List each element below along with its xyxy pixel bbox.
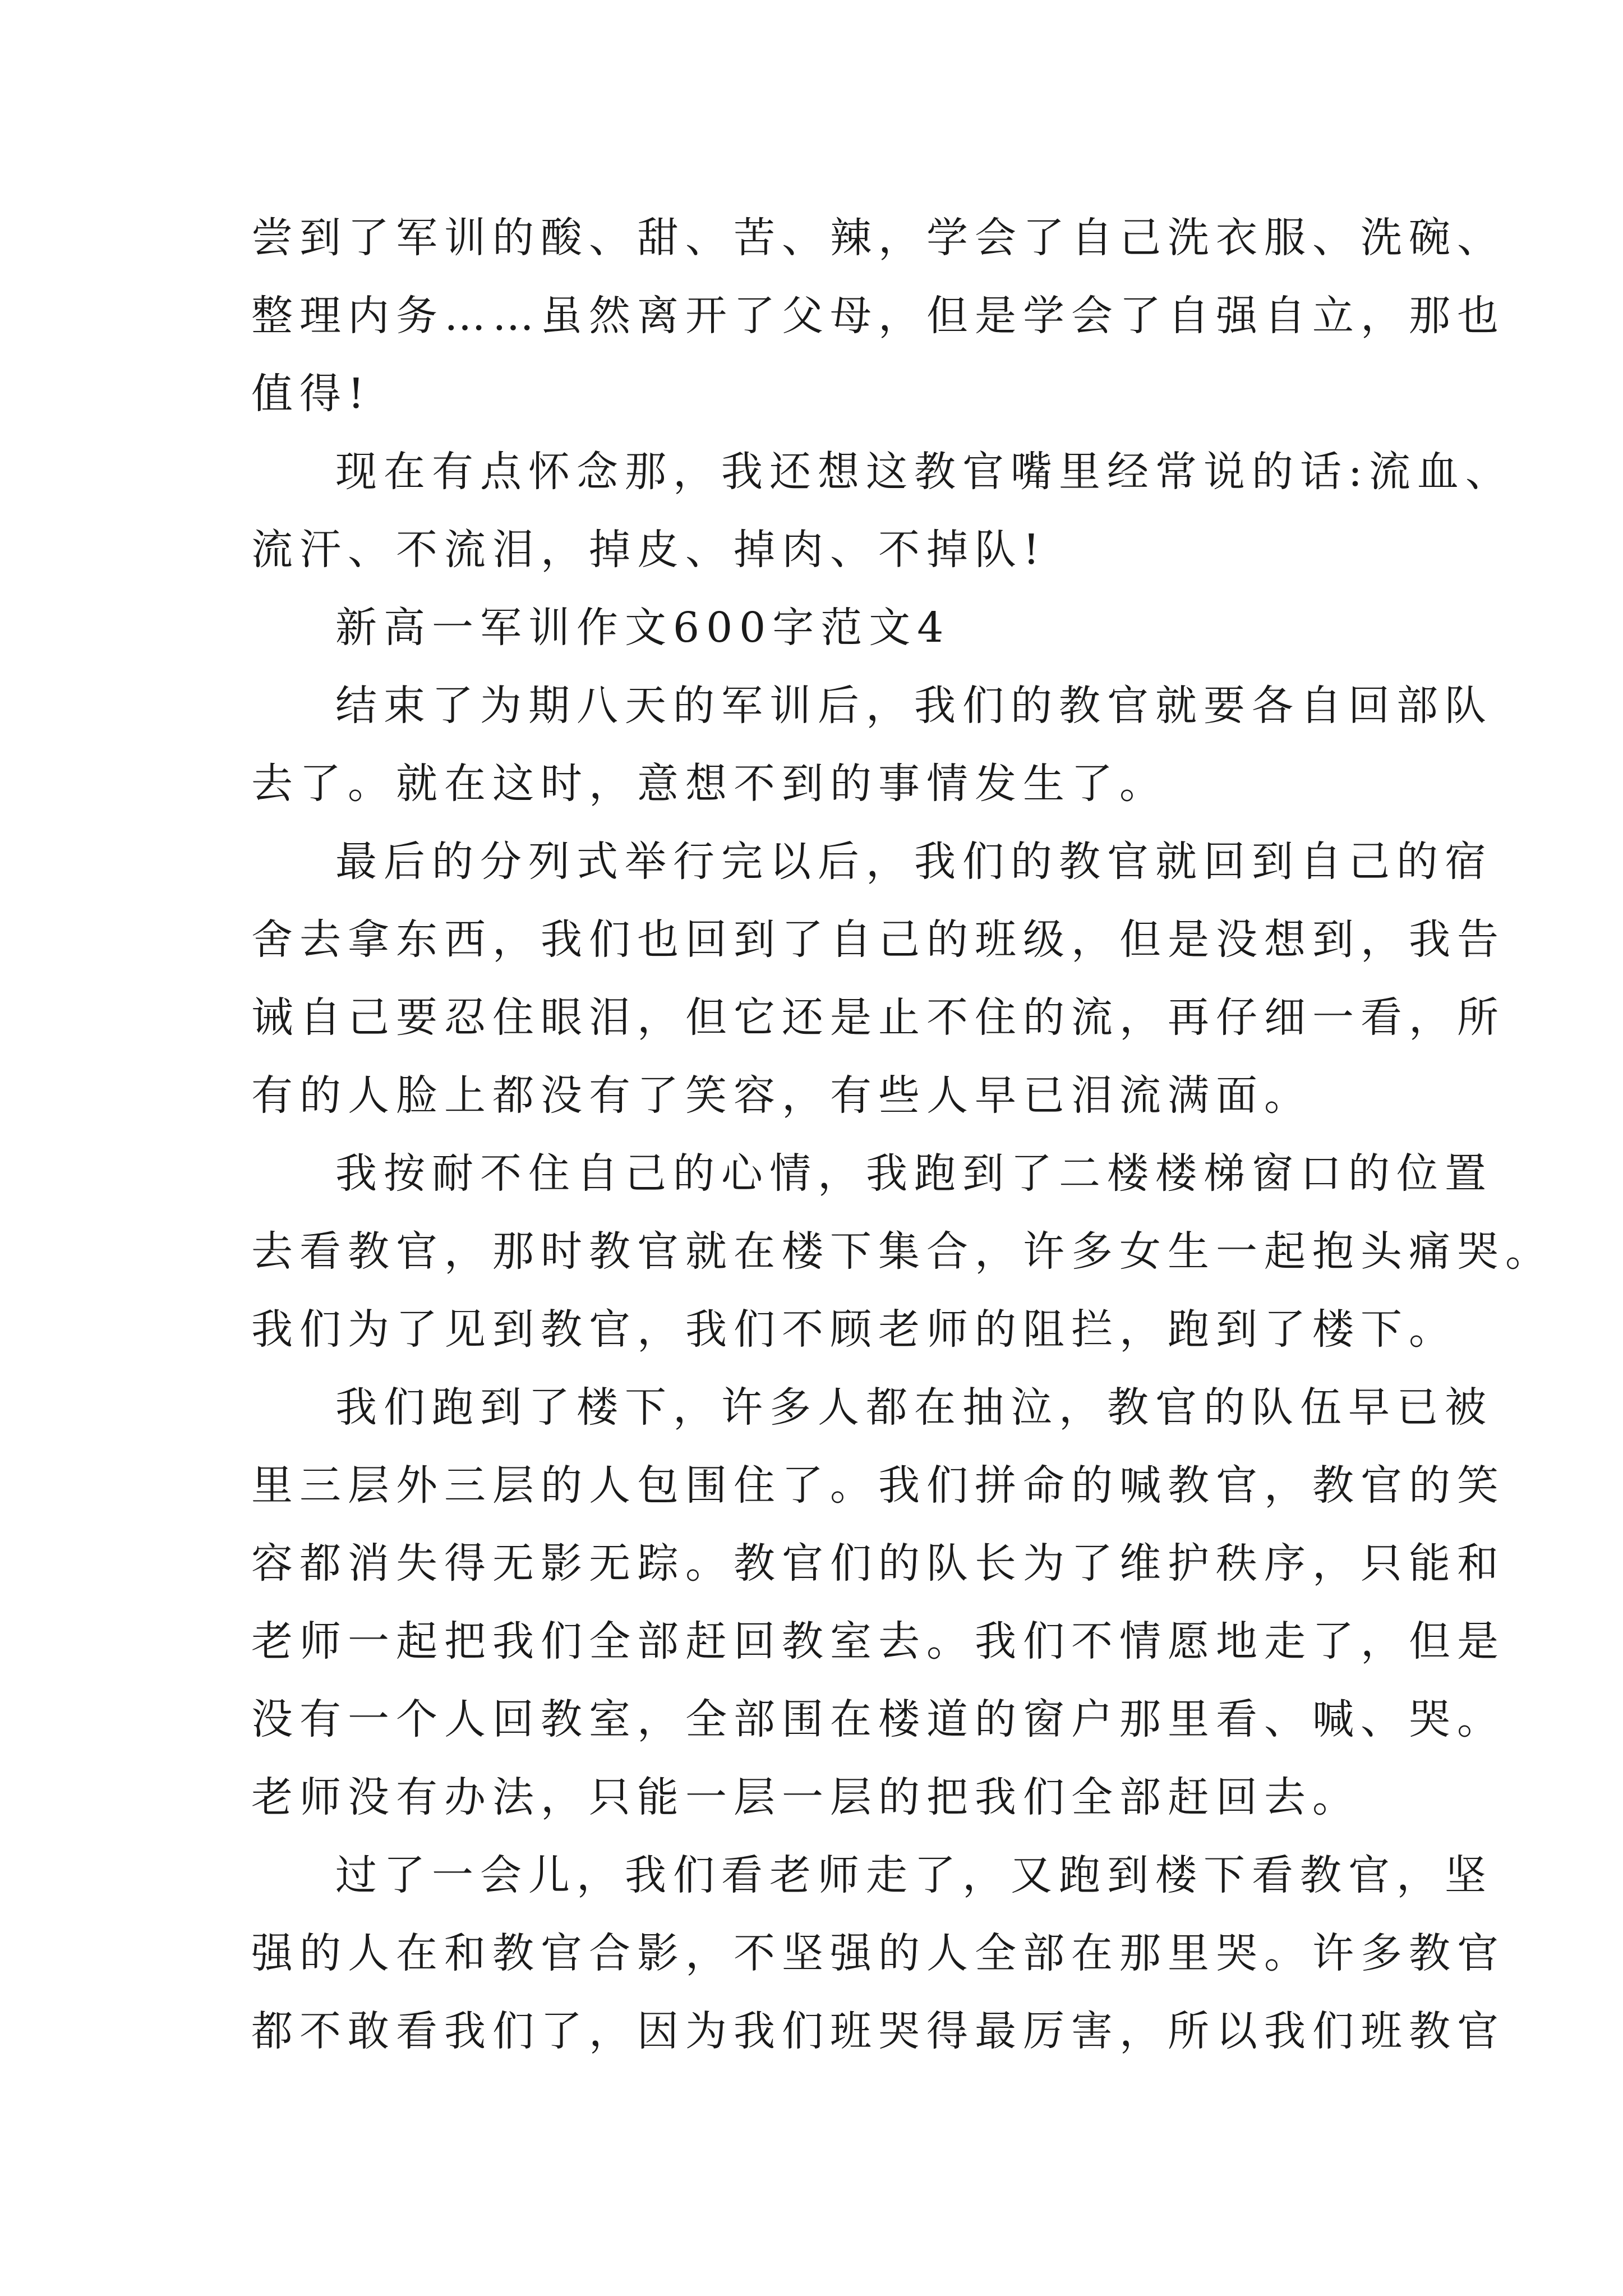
text-line: 有的人脸上都没有了笑容，有些人早已泪流满面。 bbox=[251, 1071, 1312, 1120]
text-line: 我们为了见到教官，我们不顾老师的阻拦，跑到了楼下。 bbox=[251, 1305, 1457, 1354]
text-line: 诫自己要忍住眼泪，但它还是止不住的流，再仔细一看，所 bbox=[251, 993, 1505, 1042]
text-line: 老师没有办法，只能一层一层的把我们全部赶回去。 bbox=[251, 1773, 1361, 1821]
text-line: 过了一会儿，我们看老师走了，又跑到楼下看教官，坚 bbox=[335, 1851, 1493, 1899]
text-line: 最后的分列式举行完以后，我们的教官就回到自己的宿 bbox=[335, 838, 1493, 886]
text-line: 流汗、不流泪，掉皮、掉肉、不掉队! bbox=[251, 526, 1046, 574]
text-line: 我按耐不住自己的心情，我跑到了二楼楼梯窗口的位置 bbox=[335, 1149, 1493, 1198]
text-line: 去了。就在这时，意想不到的事情发生了。 bbox=[251, 760, 1168, 808]
text-line: 都不敢看我们了，因为我们班哭得最厉害，所以我们班教官 bbox=[251, 2007, 1505, 2055]
text-line: 结束了为期八天的军训后，我们的教官就要各自回部队 bbox=[335, 682, 1493, 730]
text-line: 去看教官，那时教官就在楼下集合，许多女生一起抱头痛哭。 bbox=[251, 1227, 1553, 1276]
text-line: 强的人在和教官合影，不坚强的人全部在那里哭。许多教官 bbox=[251, 1929, 1505, 1977]
text-line: 新高一军训作文600字范文4 bbox=[335, 604, 951, 652]
text-line: 容都消失得无影无踪。教官们的队长为了维护秩序，只能和 bbox=[251, 1539, 1505, 1588]
text-line: 没有一个人回教室，全部围在楼道的窗户那里看、喊、哭。 bbox=[251, 1695, 1505, 1743]
text-line: 现在有点怀念那，我还想这教官嘴里经常说的话:流血、 bbox=[335, 448, 1514, 496]
text-line: 老师一起把我们全部赶回教室去。我们不情愿地走了，但是 bbox=[251, 1617, 1505, 1665]
document-body bbox=[251, 199, 1553, 2070]
text-line: 舍去拿东西，我们也回到了自己的班级，但是没想到，我告 bbox=[251, 915, 1505, 964]
text-line: 我们跑到了楼下，许多人都在抽泣，教官的队伍早已被 bbox=[335, 1383, 1493, 1432]
text-line: 尝到了军训的酸、甜、苦、辣，学会了自己洗衣服、洗碗、 bbox=[251, 214, 1505, 262]
text-line: 整理内务……虽然离开了父母，但是学会了自强自立，那也 bbox=[251, 292, 1505, 340]
text-line: 值得! bbox=[251, 370, 371, 418]
text-line: 里三层外三层的人包围住了。我们拼命的喊教官，教官的笑 bbox=[251, 1461, 1505, 1510]
